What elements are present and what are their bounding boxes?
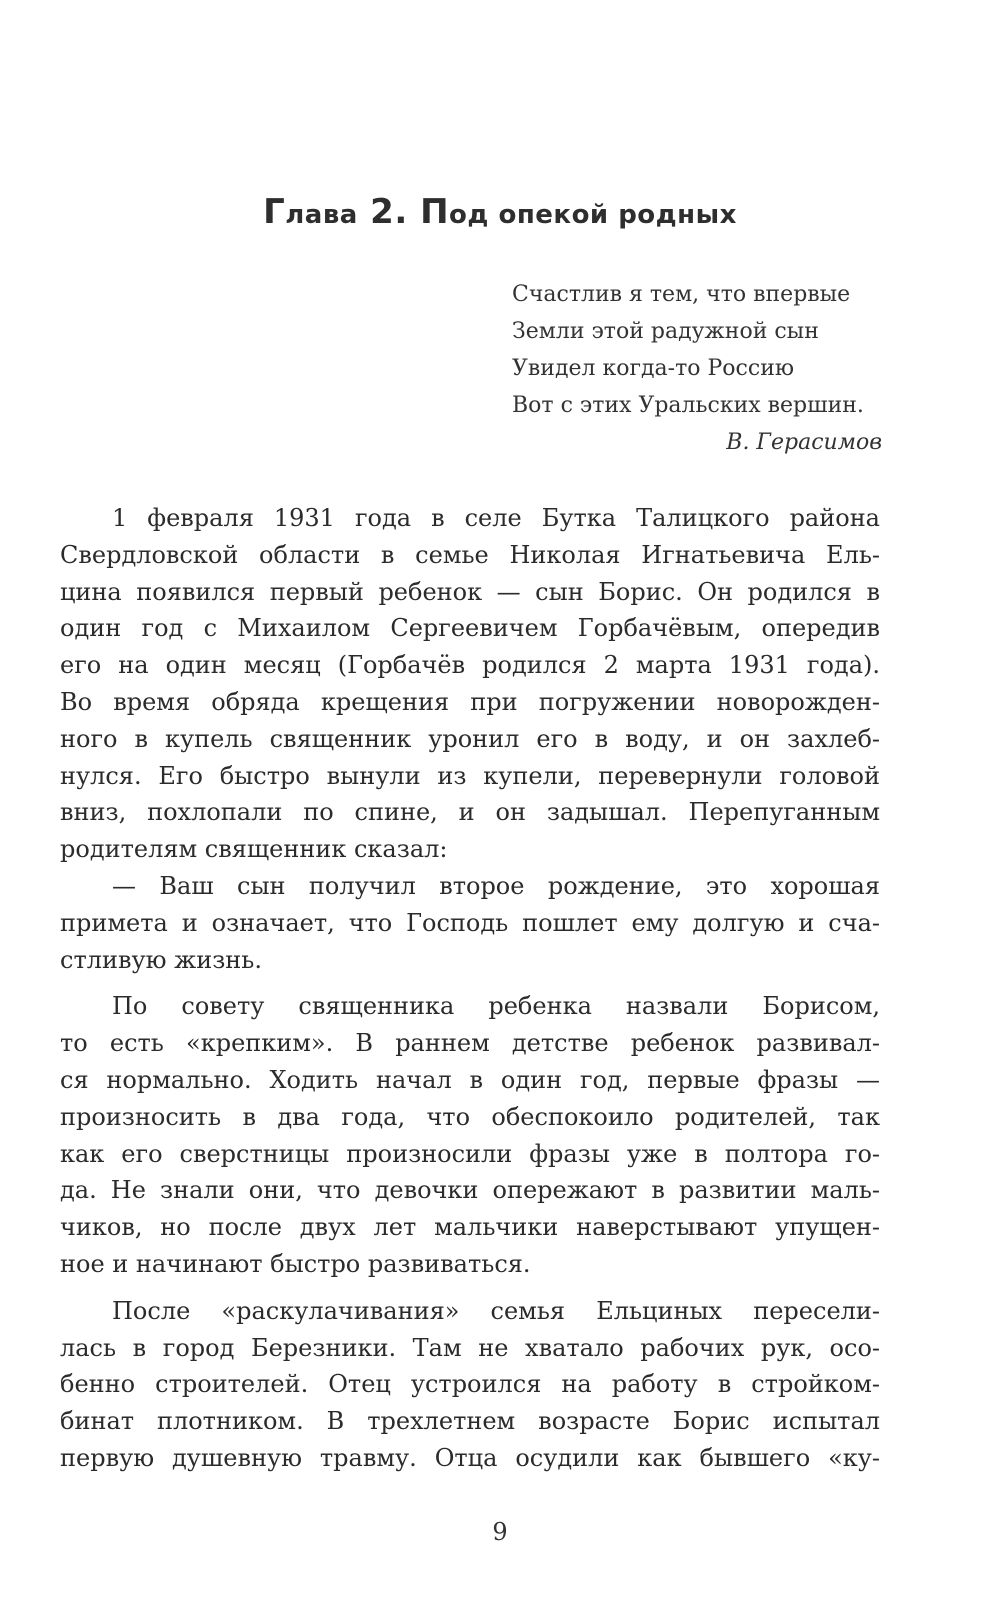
chapter-title-prefix-rest: лава [285,200,358,230]
text-line: да. Не знали они, что девочки опережают в развитии маль- [60,1176,880,1205]
epigraph-author: В. Герасимов [726,430,882,455]
text-line: стливую жизнь. [60,945,262,974]
text-line: ного в купель священник уронил его в воду, и он захлеб- [60,724,880,753]
text-line: После «раскулачивания» семья Ельциных пересели- [112,1296,880,1325]
text-line: Во время обряда крещения при погружении новорожден- [60,687,880,716]
text-line: ся нормально. Ходить начал в один год, первые фразы — [60,1065,880,1094]
text-line: родителям священник сказал: [60,835,448,864]
text-line: Свердловской области в семье Николая Игнатьевича Ель- [60,540,880,569]
chapter-title-initial: П [420,192,450,232]
paragraph-gap [60,1283,880,1293]
text-line: вниз, похлопали по спине, и он задышал. Перепуганным [60,798,880,827]
text-line: По совету священника ребенка назвали Борисом, [112,992,880,1021]
epigraph-line: Увидел когда-то Россию [512,356,795,381]
text-line: как его сверстницы произносили фразы уже в полтора го- [60,1139,880,1168]
text-line: 1 февраля 1931 года в селе Бутка Талицкого района [112,504,880,532]
text-line: нулся. Его быстро вынули из купели, перевернули головой [60,761,880,790]
text-line: его на один месяц (Горбачёв родился 2 марта 1931 года). [60,651,880,680]
body-text [60,500,880,1477]
epigraph [512,276,892,461]
text-line: первую душевную травму. Отца осудили как бывшего «ку- [60,1443,880,1472]
page-number: 9 [492,1518,508,1546]
epigraph-line: Вот с этих Уральских вершин. [512,393,864,418]
text-line: примета и означает, что Господь пошлет ему долгую и сча- [60,908,880,937]
text-line: — Ваш сын получил второе рождение, это хорошая [112,871,880,900]
epigraph-line: Земли этой радужной сын [512,319,819,344]
epigraph-line: Счастлив я тем, что впервые [512,282,851,307]
text-line: чиков, но после двух лет мальчики наверстывают упущен- [60,1213,880,1242]
chapter-number: 2. [357,192,421,232]
text-line: ное и начинают быстро развиваться. [60,1249,531,1278]
paragraph-gap [60,978,880,988]
text-line: лась в город Березники. Там не хватало рабочих рук, осо- [60,1333,880,1362]
chapter-title [0,192,1000,232]
text-line: один год с Михаилом Сергеевичем Горбачёвым, опередив [60,614,880,643]
text-line: цина появился первый ребенок — сын Борис. Он родился в [60,577,880,606]
text-line: произносить в два года, что обеспокоило родителей, так [60,1102,880,1131]
text-line: бенно строителей. Отец устроился на работу в стройком- [60,1370,880,1399]
text-line: то есть «крепким». В раннем детстве ребенок развивал- [60,1029,880,1058]
chapter-title-rest: од опекой родных [449,200,737,230]
chapter-title-prefix-initial: Г [263,192,286,232]
text-line: бинат плотником. В трехлетнем возрасте Борис испытал [60,1407,880,1436]
